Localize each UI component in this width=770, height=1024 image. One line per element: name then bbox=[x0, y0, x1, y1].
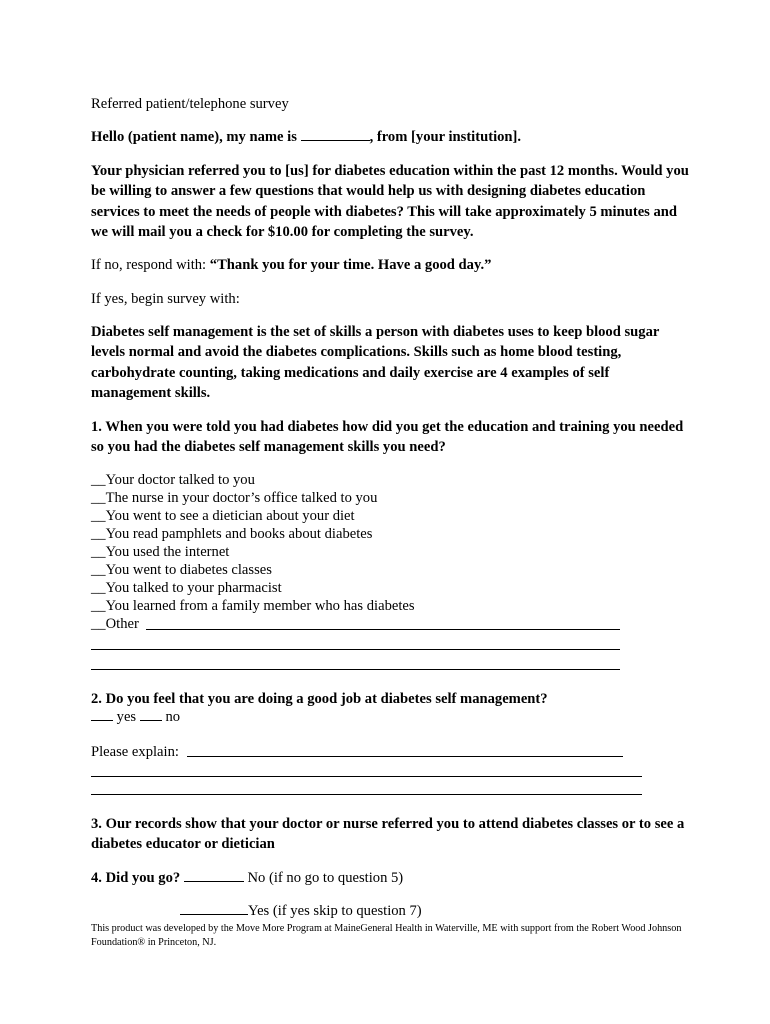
q1-option[interactable]: __The nurse in your doctor’s office talked to you bbox=[91, 490, 378, 506]
explain-blank-line[interactable] bbox=[91, 776, 642, 777]
if-no-prefix: If no, respond with: bbox=[91, 257, 210, 273]
greeting-prefix: Hello (patient name), my name is bbox=[91, 129, 301, 145]
explain-blank-line[interactable] bbox=[187, 756, 623, 757]
please-explain-label: Please explain: bbox=[91, 744, 179, 760]
q1-option[interactable]: __You talked to your pharmacist bbox=[91, 580, 282, 596]
q1-option[interactable]: __You learned from a family member who has diabetes bbox=[91, 598, 415, 614]
q4-yes-option: Yes (if yes skip to question 7) bbox=[248, 903, 422, 919]
other-blank-line[interactable] bbox=[91, 649, 620, 650]
q4-no-option: No (if no go to question 5) bbox=[247, 870, 404, 886]
q1-option[interactable]: __Your doctor talked to you bbox=[91, 472, 255, 488]
q4-yes-line bbox=[180, 901, 422, 921]
q4-label: 4. Did you go? bbox=[91, 870, 181, 886]
other-blank-line[interactable] bbox=[146, 629, 620, 630]
q1-option-other[interactable]: __Other bbox=[91, 616, 139, 632]
definition-paragraph: Diabetes self management is the set of skills a person with diabetes uses to keep blood sugar levels normal and avoid the diabetes complications. Skills such as home blood testing, carbohydrate counting, taking medications and daily exercise are 4 examples of self management skills. bbox=[91, 324, 660, 401]
q2-yes-no bbox=[91, 707, 180, 727]
q4-yes-blank[interactable] bbox=[180, 902, 248, 915]
greeting-suffix: , from [your institution]. bbox=[369, 129, 522, 145]
if-yes-line: If yes, begin survey with: bbox=[91, 291, 240, 307]
no-blank[interactable] bbox=[140, 708, 162, 721]
no-label: no bbox=[165, 709, 181, 725]
q1-option[interactable]: __You read pamphlets and books about diabetes bbox=[91, 526, 373, 542]
q1-option[interactable]: __You went to see a dietician about your diet bbox=[91, 508, 355, 524]
if-no-line bbox=[91, 255, 491, 275]
question-1: 1. When you were told you had diabetes how did you get the education and training you needed so you had the diabetes self management skills you need? bbox=[91, 419, 684, 456]
greeting-line bbox=[91, 127, 521, 147]
intro-paragraph: Your physician referred you to [us] for diabetes education within the past 12 months. Would you be willing to answer a few questions that would help us with designing diabetes education services to meet the needs of people with diabetes? This will take approximately 5 minutes and we will mail you a check for $10.00 for completing the survey. bbox=[91, 163, 689, 240]
name-blank[interactable] bbox=[301, 128, 370, 141]
other-blank-line[interactable] bbox=[91, 669, 620, 670]
q1-option[interactable]: __You used the internet bbox=[91, 544, 230, 560]
question-3: 3. Our records show that your doctor or nurse referred you to attend diabetes classes or to see a diabetes educator or dietician bbox=[91, 816, 685, 853]
yes-label: yes bbox=[116, 709, 137, 725]
footer-credit: This product was developed by the Move More Program at MaineGeneral Health in Waterville, ME with support from the Robert Wood Johnson Foundation® in Princeton, NJ. bbox=[91, 923, 682, 948]
q4-no-blank[interactable] bbox=[184, 869, 244, 882]
document-title: Referred patient/telephone survey bbox=[91, 96, 289, 112]
q1-option[interactable]: __You went to diabetes classes bbox=[91, 562, 272, 578]
explain-blank-line[interactable] bbox=[91, 794, 642, 795]
yes-blank[interactable] bbox=[91, 708, 113, 721]
question-4 bbox=[91, 868, 403, 888]
if-no-quote: “Thank you for your time. Have a good day.” bbox=[209, 257, 492, 273]
question-2: 2. Do you feel that you are doing a good job at diabetes self management? bbox=[91, 691, 548, 707]
